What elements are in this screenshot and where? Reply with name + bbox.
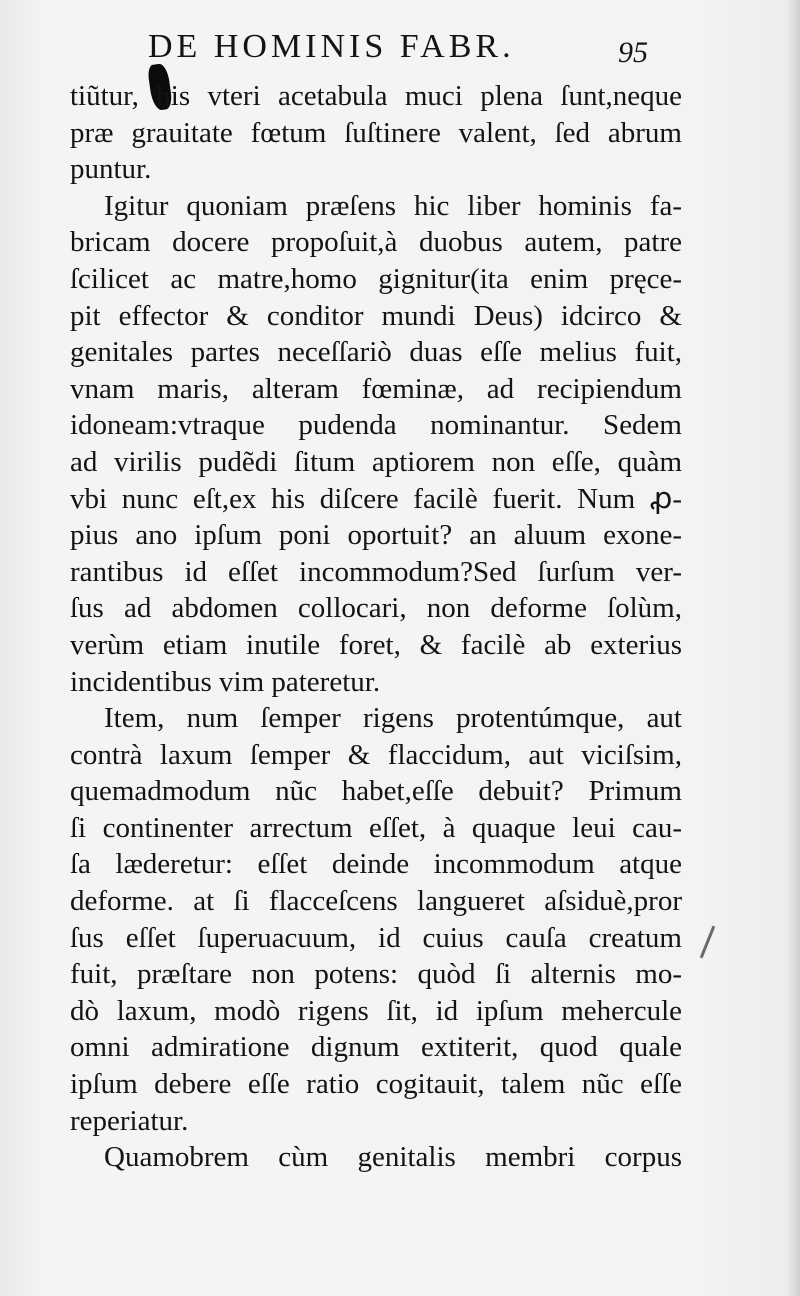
text-line: deforme. at ſi flacceſcens langueret aſsiduè,pror: [70, 885, 682, 918]
text-line: fuit, præſtare non potens: quòd ſi alternis mo-: [70, 958, 682, 991]
text-line: ſus ad abdomen collocari, non deforme ſolùm,: [70, 592, 682, 625]
text-line: ſus eſſet ſuperuacuum, id cuius cauſa creatum: [70, 921, 682, 954]
body-text: [70, 78, 682, 1176]
text-line: genitales partes neceſſariò duas eſſe melius fuit,: [70, 336, 682, 369]
text-line: rantibus id eſſet incommodum?Sed ſurſum ver-: [70, 555, 682, 588]
running-title: DE HOMINIS FABR.: [148, 28, 515, 65]
text-line: ſcilicet ac matre,homo gignitur(ita enim pręce-: [70, 262, 682, 295]
text-line: omni admiratione dignum extiterit, quod quale: [70, 1031, 682, 1064]
paragraph-start-line: Quamobrem cùm genitalis membri corpus: [104, 1141, 682, 1174]
text-line: puntur.: [70, 153, 152, 186]
text-line: ſa læderetur: eſſet deinde incommodum atque: [70, 848, 682, 881]
text-line: dò laxum, modò rigens ſit, id ipſum mehercule: [70, 994, 682, 1027]
text-line: vbi nunc eſt,ex his diſcere facilè fuerit. Num ꝓ-: [70, 482, 682, 515]
text-line: ad virilis pudẽdi ſitum aptiorem non eſſe, quàm: [70, 445, 682, 478]
text-line: bricam docere propoſuit,à duobus autem, patre: [70, 226, 682, 259]
text-line: tiũtur, his vteri acetabula muci plena ſunt,neque: [70, 80, 682, 112]
text-line: reperiatur.: [70, 1104, 189, 1137]
text-line: contrà laxum ſemper & flaccidum, aut viciſsim,: [70, 738, 682, 771]
page-number: 95: [618, 36, 648, 69]
paragraph-start-line: Item, num ſemper rigens protentúmque, aut: [104, 702, 682, 735]
text-line: ſi continenter arrectum eſſet, à quaque leui cau-: [70, 811, 682, 844]
text-line: quemadmodum nũc habet,eſſe debuit? Primum: [70, 775, 682, 808]
text-line: præ grauitate fœtum ſuſtinere valent, ſed abrum: [70, 116, 682, 149]
text-line: pius ano ipſum poni oportuit? an aluum exone-: [70, 519, 682, 552]
text-line: verùm etiam inutile foret, & facilè ab exterius: [70, 628, 682, 661]
paragraph-start-line: Igitur quoniam præſens hic liber hominis fa-: [104, 189, 682, 222]
page-edge-shadow: [786, 0, 800, 1296]
text-line: incidentibus vim pateretur.: [70, 665, 381, 698]
text-line: vnam maris, alteram fœminæ, ad recipiendum: [70, 372, 682, 405]
margin-scratch: [700, 926, 716, 959]
text-line: idoneam:vtraque pudenda nominantur. Sedem: [70, 409, 682, 442]
text-line: pit effector & conditor mundi Deus) idcirco &: [70, 299, 682, 332]
text-line: ipſum debere eſſe ratio cogitauit, talem nũc eſſe: [70, 1068, 682, 1101]
